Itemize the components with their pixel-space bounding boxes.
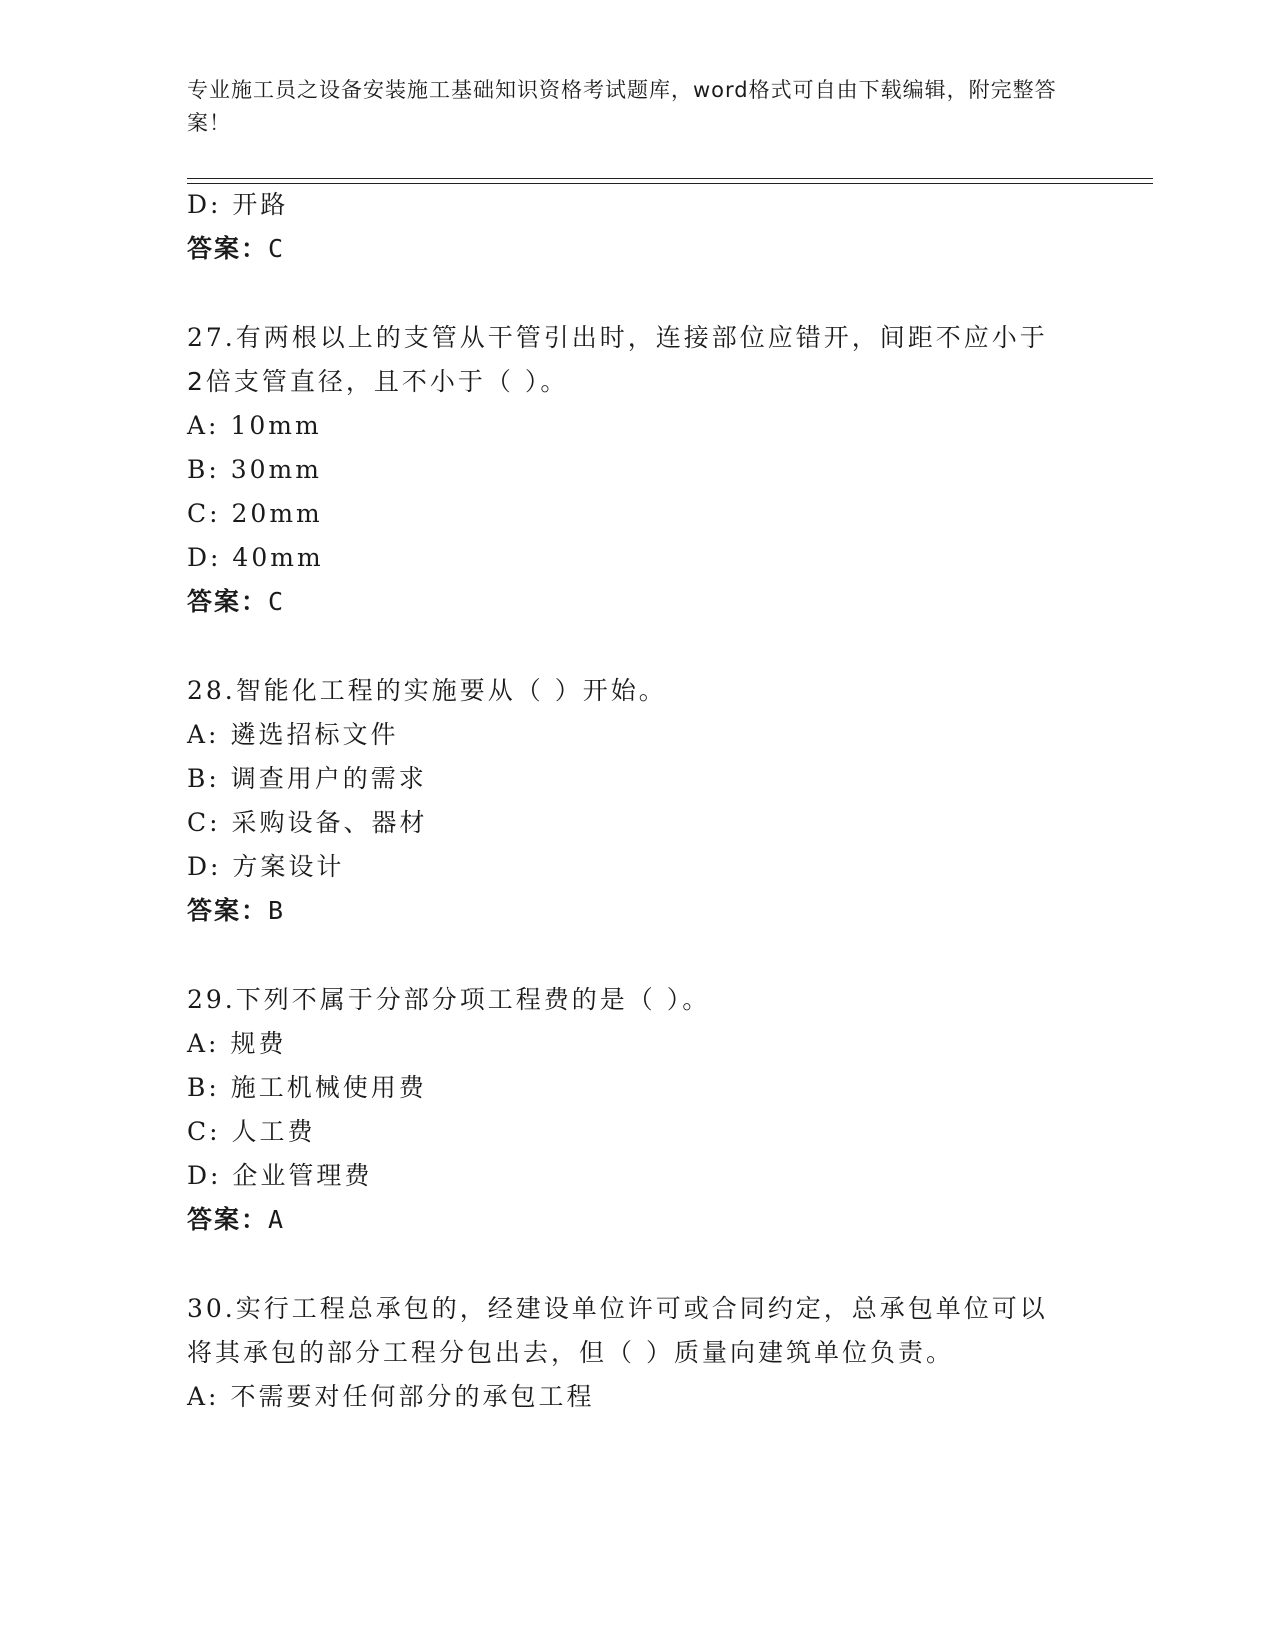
q28-option-d: D: 方案设计 xyxy=(187,852,345,881)
prev-option-d: D: 开路 xyxy=(187,190,289,219)
q27-option-d: D: 40mm xyxy=(187,543,324,572)
document-header: 专业施工员之设备安装施工基础知识资格考试题库，word格式可自由下载编辑，附完整答案！ xyxy=(187,78,1057,135)
q29-answer: 答案：A xyxy=(187,1205,286,1234)
q28-stem-line1: 28.智能化工程的实施要从（ ）开始。 xyxy=(187,676,667,705)
q27-option-a: A: 10mm xyxy=(187,411,322,440)
q29-option-c: C: 人工费 xyxy=(187,1117,316,1146)
q30-stem-line1: 30.实行工程总承包的，经建设单位许可或合同约定，总承包单位可以 xyxy=(187,1294,1048,1323)
q29-option-b: B: 施工机械使用费 xyxy=(187,1073,427,1102)
q29-option-d: D: 企业管理费 xyxy=(187,1161,373,1190)
q27-stem-line1: 27.有两根以上的支管从干管引出时，连接部位应错开，间距不应小于 xyxy=(187,323,1048,352)
q27-answer: 答案：C xyxy=(187,587,286,616)
q28-option-b: B: 调查用户的需求 xyxy=(187,764,427,793)
q28-option-a: A: 遴选招标文件 xyxy=(187,720,399,749)
q30-stem-line2: 将其承包的部分工程分包出去，但（ ）质量向建筑单位负责。 xyxy=(187,1338,954,1367)
q27-stem-line2: 2倍支管直径，且不小于（ ）。 xyxy=(187,367,569,396)
header-divider-bottom xyxy=(187,183,1153,184)
q29-option-a: A: 规费 xyxy=(187,1029,287,1058)
q27-option-c: C: 20mm xyxy=(187,499,323,528)
header-divider-top xyxy=(187,178,1153,179)
q29-stem-line1: 29.下列不属于分部分项工程费的是（ ）。 xyxy=(187,985,711,1014)
q30-option-a: A: 不需要对任何部分的承包工程 xyxy=(187,1382,595,1411)
q28-option-c: C: 采购设备、器材 xyxy=(187,808,428,837)
q27-option-b: B: 30mm xyxy=(187,455,322,484)
q28-answer: 答案：B xyxy=(187,896,286,925)
prev-answer: 答案：C xyxy=(187,234,286,263)
